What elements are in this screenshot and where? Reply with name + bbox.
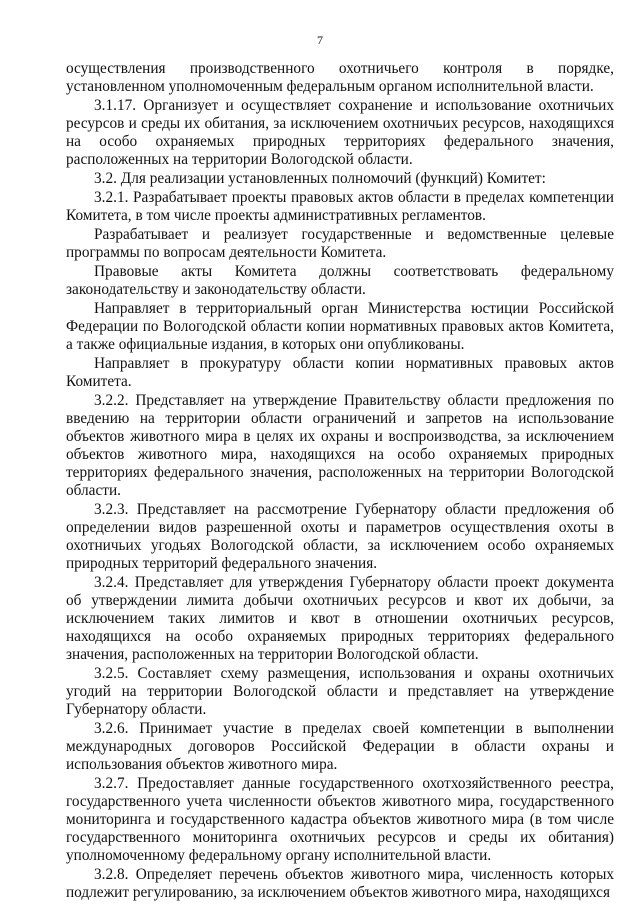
paragraph-ministry-justice: Направляет в территориальный орган Министерства юстиции Российской Федерации по Вологодской области копии нормативных правовых актов Комитета, а также официальные издания, в которых они опубликованы. xyxy=(66,300,614,353)
paragraph-programs: Разрабатывает и реализует государственные и ведомственные целевые программы по вопросам деятельности Комитета. xyxy=(66,226,614,261)
paragraph-3-2-8: 3.2.8. Определяет перечень объектов животного мира, численность которых подлежит регулированию, за исключением объектов животного мира, находящихся xyxy=(66,866,614,901)
paragraph-prosecutor: Направляет в прокуратуру области копии нормативных правовых актов Комитета. xyxy=(66,355,614,390)
page-number: 7 xyxy=(317,33,323,47)
paragraph-3-2-1: 3.2.1. Разрабатывает проекты правовых актов области в пределах компетенции Комитета, в том числе проекты административных регламентов. xyxy=(66,189,614,224)
paragraph-legal-acts: Правовые акты Комитета должны соответствовать федеральному законодательству и законодательству области. xyxy=(66,263,614,298)
paragraph-3-2-2: 3.2.2. Представляет на утверждение Правительству области предложения по введению на территории области ограничений и запретов на использование объектов животного мира в целях их охраны и воспроизводства, за исключением объектов животного мира, находящихся на особо охраняемых природных территориях федерального значения, расположенных на территории Вологодской области. xyxy=(66,392,614,499)
paragraph-3-2-6: 3.2.6. Принимает участие в пределах своей компетенции в выполнении международных договоров Российской Федерации в области охраны и использования объектов животного мира. xyxy=(66,720,614,773)
paragraph-3-2-3: 3.2.3. Представляет на рассмотрение Губернатору области предложения об определении видов разрешенной охоты и параметров осуществления охоты в охотничьих угодьях Вологодской области, за исключением особо охраняемых природных территорий федерального значения. xyxy=(66,501,614,572)
document-body xyxy=(66,60,614,903)
paragraph-3-2-7: 3.2.7. Предоставляет данные государственного охотхозяйственного реестра, государственного учета численности объектов животного мира, государственного мониторинга и государственного кадастра объектов животного мира (в том числе государственного мониторинга охотничьих ресурсов и среды их обитания) уполномоченному федеральному органу исполнительной власти. xyxy=(66,775,614,864)
paragraph-continuation: осуществления производственного охотничьего контроля в порядке, установленном уполномоченным федеральным органом исполнительной власти. xyxy=(66,60,614,95)
paragraph-3-2-5: 3.2.5. Составляет схему размещения, использования и охраны охотничьих угодий на территории Вологодской области и представляет на утверждение Губернатору области. xyxy=(66,665,614,718)
paragraph-3-1-17: 3.1.17. Организует и осуществляет сохранение и использование охотничьих ресурсов и среды их обитания, за исключением охотничьих ресурсов, находящихся на особо охраняемых природных территориях федерального значения, расположенных на территории Вологодской области. xyxy=(66,97,614,168)
paragraph-3-2-4: 3.2.4. Представляет для утверждения Губернатору области проект документа об утверждении лимита добычи охотничьих ресурсов и квот их добычи, за исключением таких лимитов и квот в отношении охотничьих ресурсов, находящихся на особо охраняемых природных территориях федерального значения, расположенных на территории Вологодской области. xyxy=(66,574,614,663)
paragraph-3-2: 3.2. Для реализации установленных полномочий (функций) Комитет: xyxy=(94,170,546,187)
